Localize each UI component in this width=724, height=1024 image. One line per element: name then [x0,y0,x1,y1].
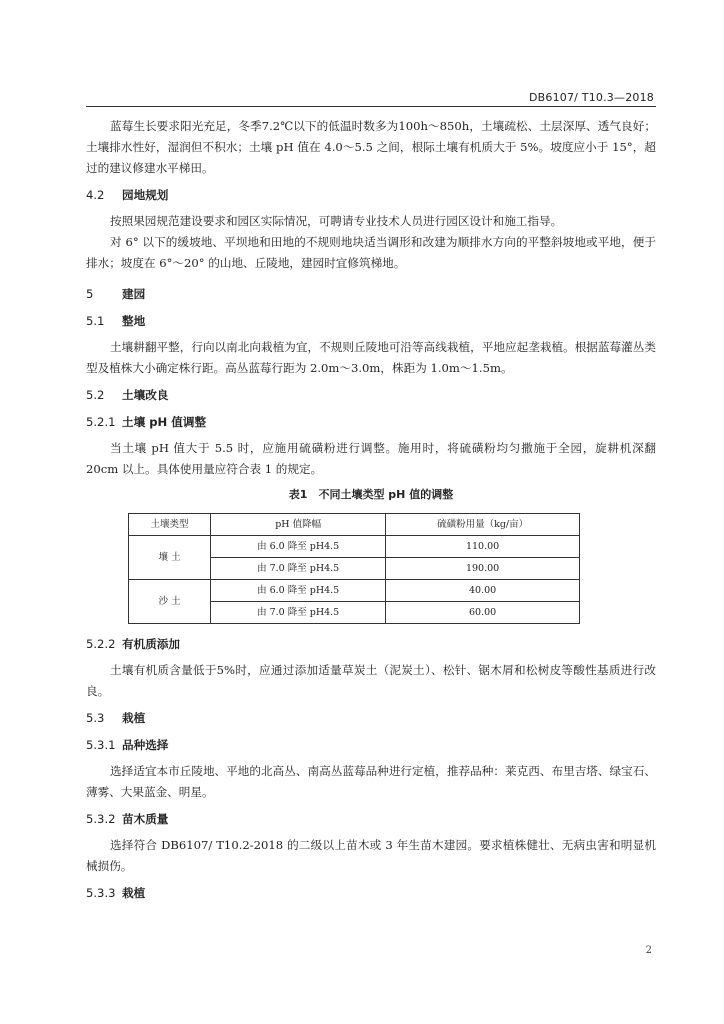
section-title: 苗木质量 [122,812,169,826]
table-header-cell: 硫磺粉用量（kg/亩） [386,514,580,536]
soil-type-cell: 壤 土 [129,536,211,580]
soil-type-cell: 沙 土 [129,580,211,624]
section-number: 5.2.1 [86,415,116,429]
table-row [129,536,580,558]
section-title: 土壤 pH 值调整 [122,415,207,429]
section-number: 4.2 [86,188,105,202]
table-title: 表1 不同土壤类型 pH 值的调整 [288,488,454,501]
sulfur-amount-cell: 190.00 [386,558,580,580]
section-number: 5.3.2 [86,812,116,826]
ph-drop-cell: 由 7.0 降至 pH4.5 [211,558,386,580]
section-title: 建园 [122,287,146,301]
section-title: 栽植 [122,711,146,725]
paragraph-climate-requirements: 蓝莓生长要求阳光充足，冬季7.2℃以下的低温时数多为100h～850h，土壤疏松、土层深厚、透气良好；土壤排水性好，湿润但不积水；土壤 pH 值在 4.0～5.5 之间，根际土壤有机质大于 5%。坡度应小于 15°，超过的建议修建水平梯田。 [86,119,656,175]
paragraph-land-preparation: 土壤耕翻平整，行向以南北向栽植为宜，不规则丘陵地可沿等高线栽植，平地应起垄栽植。根据蓝莓灌丛类型及植株大小确定株行距。高丛蓝莓行距为 2.0m～3.0m，株距为 1.0m～1.5m。 [86,340,656,375]
paragraph-organic-matter: 土壤有机质含量低于5%时，应通过添加适量草炭土（泥炭土）、松针、锯木屑和松树皮等酸性基质进行改良。 [86,663,656,698]
page-number: 2 [645,945,652,956]
section-title: 整地 [122,314,146,328]
ph-drop-cell: 由 7.0 降至 pH4.5 [211,602,386,624]
section-5-heading [86,284,656,305]
sulfur-amount-cell: 60.00 [386,602,580,624]
section-5-3-heading [86,708,656,729]
section-number: 5.1 [86,314,105,328]
section-5-1-heading [86,311,656,332]
document-body [86,116,656,909]
table-header-row [129,514,580,536]
section-title: 园地规划 [122,188,169,202]
paragraph-terrain: 对 6° 以下的缓坡地、平坝地和田地的不规则地块适当调形和改建为顺排水方向的平整斜坡地或平地，便于排水；坡度在 6°～20° 的山地、丘陵地，建园时宜修筑梯地。 [86,235,656,270]
section-number: 5.3.1 [86,738,116,752]
sulfur-amount-cell: 110.00 [386,536,580,558]
section-5-3-3-heading [86,883,656,904]
section-5-2-heading [86,385,656,406]
section-number: 5.3.3 [86,886,116,900]
section-number: 5.3 [86,711,105,725]
paragraph-planning: 按照果园规范建设要求和园区实际情况，可聘请专业技术人员进行园区设计和施工指导。 [110,214,563,228]
table-row [129,580,580,602]
section-number: 5.2 [86,388,105,402]
section-5-3-2-heading [86,809,656,830]
document-id-header: DB6107/ T10.3—2018 [528,91,654,104]
section-4-2-heading [86,185,656,206]
section-number: 5 [86,287,94,301]
section-title: 品种选择 [122,738,169,752]
sulfur-amount-cell: 40.00 [386,580,580,602]
ph-drop-cell: 由 6.0 降至 pH4.5 [211,580,386,602]
section-title: 栽植 [122,886,146,900]
section-title: 有机质添加 [122,637,180,651]
paragraph-seedling-quality: 选择符合 DB6107/ T10.2-2018 的二级以上苗木或 3 年生苗木建园。要求植株健壮、无病虫害和明显机械损伤。 [86,838,656,873]
section-5-2-2-heading [86,634,656,655]
table-header-cell: pH 值降幅 [211,514,386,536]
ph-drop-cell: 由 6.0 降至 pH4.5 [211,536,386,558]
header-rule [86,106,656,107]
section-number: 5.2.2 [86,637,116,651]
paragraph-variety-selection: 选择适宜本市丘陵地、平地的北高丛、南高丛蓝莓品种进行定植，推荐品种：莱克西、布里吉塔、绿宝石、薄雾、大果蓝金、明星。 [86,764,656,799]
section-5-3-1-heading [86,735,656,756]
paragraph-ph-adjustment: 当土壤 pH 值大于 5.5 时，应施用硫磺粉进行调整。施用时，将硫磺粉均匀撒施于全园，旋耕机深翻 20cm 以上。具体使用量应符合表 1 的规定。 [86,441,656,476]
table-header-cell: 土壤类型 [129,514,211,536]
ph-adjustment-table [128,513,580,624]
section-5-2-1-heading [86,412,656,433]
section-title: 土壤改良 [122,388,169,402]
